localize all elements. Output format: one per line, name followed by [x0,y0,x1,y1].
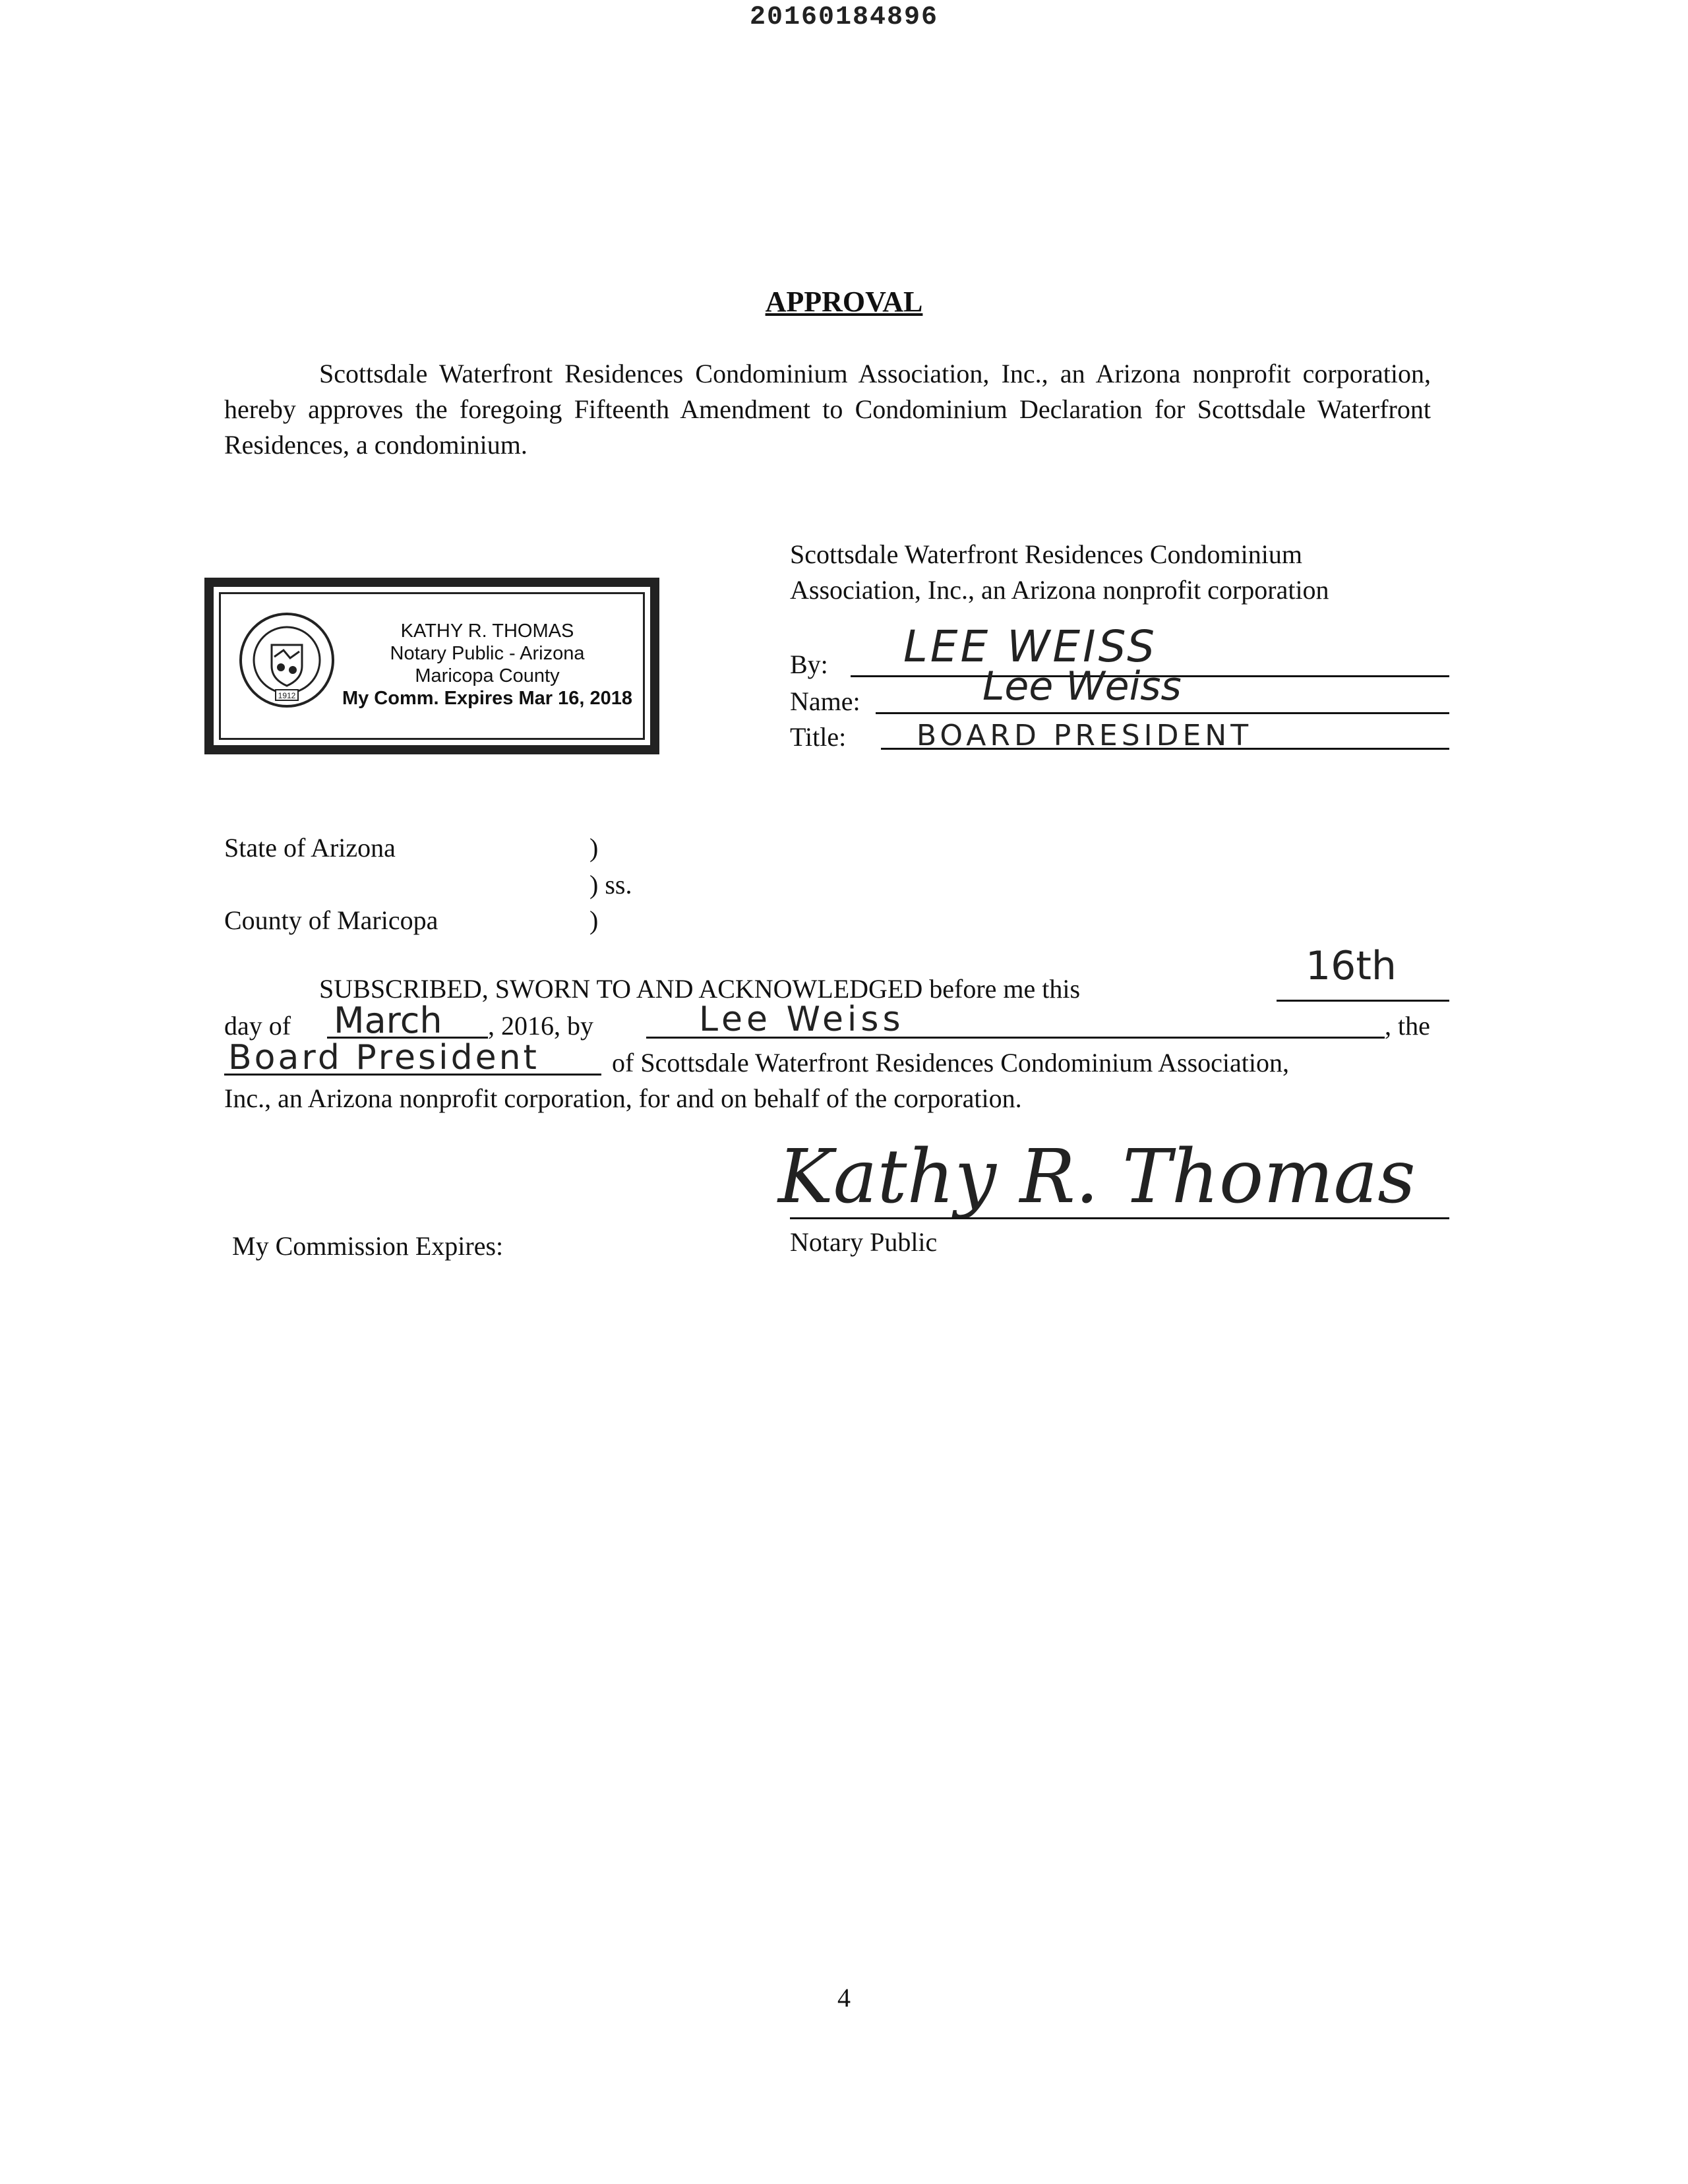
ack-line-1: SUBSCRIBED, SWORN TO AND ACKNOWLEDGED before me this [319,974,1081,1004]
page-number: 4 [837,1983,851,2013]
entity-name-block [790,537,1456,608]
stamp-expiration: My Comm. Expires Mar 16, 2018 [342,688,633,709]
day-handwriting: 16th [1306,943,1397,989]
stamp-text [339,620,636,710]
venue-paren-1: ) [589,833,599,863]
ack-day-of: day of [224,1011,291,1041]
notary-signature: Kathy R. Thomas [778,1134,1416,1220]
stamp-name: KATHY R. THOMAS [400,621,574,642]
entity-line-2: Association, Inc., an Arizona nonprofit corporation [790,575,1329,605]
title-label: Title: [790,722,847,752]
entity-line-1: Scottsdale Waterfront Residences Condominium [790,539,1303,569]
ack-line-3: of Scottsdale Waterfront Residences Condominium Association, [612,1048,1289,1077]
venue-paren-3: ) [589,905,599,935]
commission-expires-label: My Commission Expires: [232,1231,504,1261]
stamp-county: Maricopa County [415,665,560,686]
ack-year-by: , 2016, by [488,1011,593,1041]
title-handwriting: BOARD PRESIDENT [917,719,1253,752]
approval-paragraph: Scottsdale Waterfront Residences Condominium Association, Inc., an Arizona nonprofit corporation, hereby approves the foregoing Fifteenth Amendment to Condominium Declaration for Scottsdale Waterfront Residences, a condominium. [224,359,1431,460]
ack-line-4: Inc., an Arizona nonprofit corporation, for and on behalf of the corporation. [224,1083,1022,1113]
month-handwriting: March [334,1000,442,1041]
by-label: By: [790,650,828,679]
venue-state: State of Arizona [224,833,396,863]
stamp-title: Notary Public - Arizona [390,643,585,664]
seal-year: 1912 [278,691,296,700]
name-line [876,712,1449,714]
venue-ss: ) ss. [589,870,632,899]
name-signature: Lee Weiss [982,663,1182,710]
role-handwriting: Board President [228,1038,539,1077]
page-title: APPROVAL [765,286,923,318]
document-number: 20160184896 [749,3,939,32]
state-seal-icon [237,611,336,710]
notary-stamp [204,578,659,754]
ack-the: , the [1385,1011,1430,1041]
name-label: Name: [790,686,860,716]
notary-signature-line [790,1217,1449,1219]
person-handwriting: Lee Weiss [699,1000,905,1039]
venue-county: County of Maricopa [224,905,438,935]
by-signature: LEE WEISS [903,621,1158,672]
day-line [1277,1000,1449,1002]
notary-label: Notary Public [790,1227,938,1257]
